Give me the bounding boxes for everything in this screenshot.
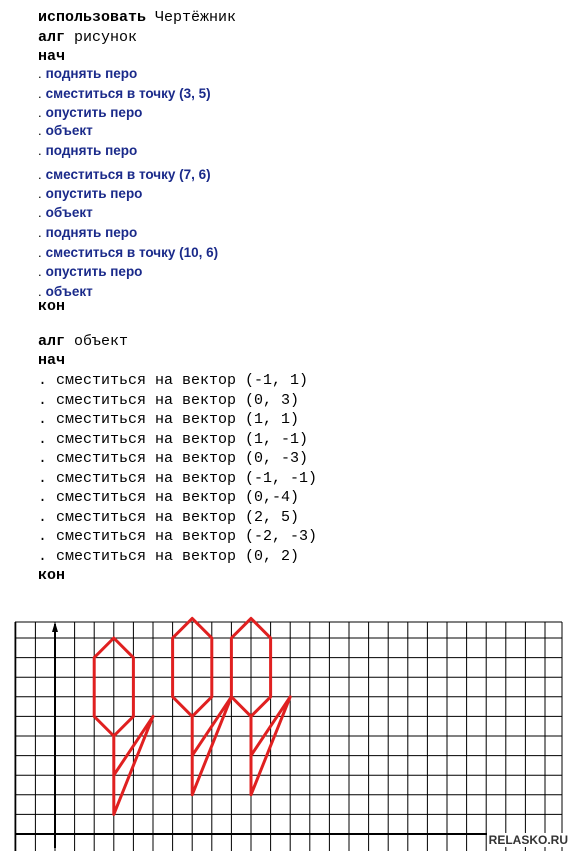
figure-object [94,638,153,814]
alg1-step [38,64,137,83]
alg1-step [38,141,137,160]
step-dot: . [38,123,42,138]
alg1-step-text: сместиться в точку (7, 6) [45,167,211,182]
y-axis-arrow [52,622,58,632]
keyword-alg: алг [38,333,66,350]
alg1-step [38,243,218,262]
step-dot: . [38,264,42,279]
alg2-step: . сместиться на вектор (0,-4) [38,489,300,506]
alg1-step-text: опустить перо [45,105,143,120]
figure-object [173,618,232,794]
alg2-step: . сместиться на вектор (0, -3) [38,450,309,467]
alg2-step-text: сместиться на вектор (0, 2) [56,547,300,565]
alg1-step [38,203,93,222]
alg1-step-text: поднять перо [45,66,138,81]
watermark: RELASKO.RU [488,833,568,847]
alg2-step: . сместиться на вектор (2, 5) [38,508,300,526]
alg1-step-text: опустить перо [45,186,143,201]
alg2-step: . сместиться на вектор (-2, -3) [38,528,318,545]
alg2-step-text: сместиться на вектор (-2, -3) [56,528,318,545]
alg1-step [38,223,137,242]
alg1-step-text: опустить перо [45,264,143,279]
alg2-step-text: сместиться на вектор (1, -1) [56,430,309,448]
alg1-step [38,262,142,281]
alg1-step-text: поднять перо [45,225,138,240]
alg2-step: . сместиться на вектор (1, 1) [38,411,300,428]
alg1-begin: нач [38,48,66,65]
figure-object [231,618,290,794]
alg1-step-text: сместиться в точку (3, 5) [45,86,211,101]
alg2-name: объект [74,333,129,350]
step-dot: . [38,186,42,201]
keyword-use: использовать [38,9,147,26]
step-dot: . [38,245,42,260]
alg1-header [38,28,137,47]
alg1-step-text: объект [45,123,93,138]
alg2-step-text: сместиться на вектор (0, 3) [56,391,300,409]
alg1-step-text: поднять перо [45,143,138,158]
alg1-step-text: сместиться в точку (10, 6) [45,245,219,260]
alg2-step-text: сместиться на вектор (1, 1) [56,411,300,428]
grid-drawing [0,610,576,851]
alg2-step: . сместиться на вектор (0, 3) [38,391,300,409]
step-dot: . [38,225,42,240]
drawing-area [0,610,576,851]
step-dot: . [38,167,42,182]
step-dot: . [38,66,42,81]
executor-name: Чертёжник [155,9,237,26]
alg1-step-text: объект [45,205,93,220]
alg1-step [38,184,142,203]
step-dot: . [38,86,42,101]
alg2-step-text: сместиться на вектор (-1, -1) [56,469,318,487]
alg2-step: . сместиться на вектор (-1, -1) [38,469,318,487]
alg2-step-text: сместиться на вектор (0, -3) [56,450,309,467]
alg2-step: . сместиться на вектор (1, -1) [38,430,309,448]
step-dot: . [38,105,42,120]
alg2-step: . сместиться на вектор (-1, 1) [38,372,309,389]
alg2-header [38,332,128,351]
alg2-end: кон [38,567,66,584]
step-dot: . [38,143,42,158]
use-line [38,8,236,27]
alg1-step [38,165,211,184]
alg2-begin: нач [38,352,66,369]
alg1-step [38,121,93,140]
keyword-alg: алг [38,29,66,46]
alg2-step: . сместиться на вектор (0, 2) [38,547,300,565]
alg2-step-text: сместиться на вектор (-1, 1) [56,372,309,389]
alg2-step-text: сместиться на вектор (2, 5) [56,508,300,526]
alg2-step-text: сместиться на вектор (0,-4) [56,489,300,506]
alg1-step [38,84,211,103]
alg1-name: рисунок [74,29,138,46]
step-dot: . [38,284,42,299]
alg1-step-text: объект [45,284,93,299]
alg1-end: кон [38,298,66,315]
alg1-step [38,103,142,122]
step-dot: . [38,205,42,220]
